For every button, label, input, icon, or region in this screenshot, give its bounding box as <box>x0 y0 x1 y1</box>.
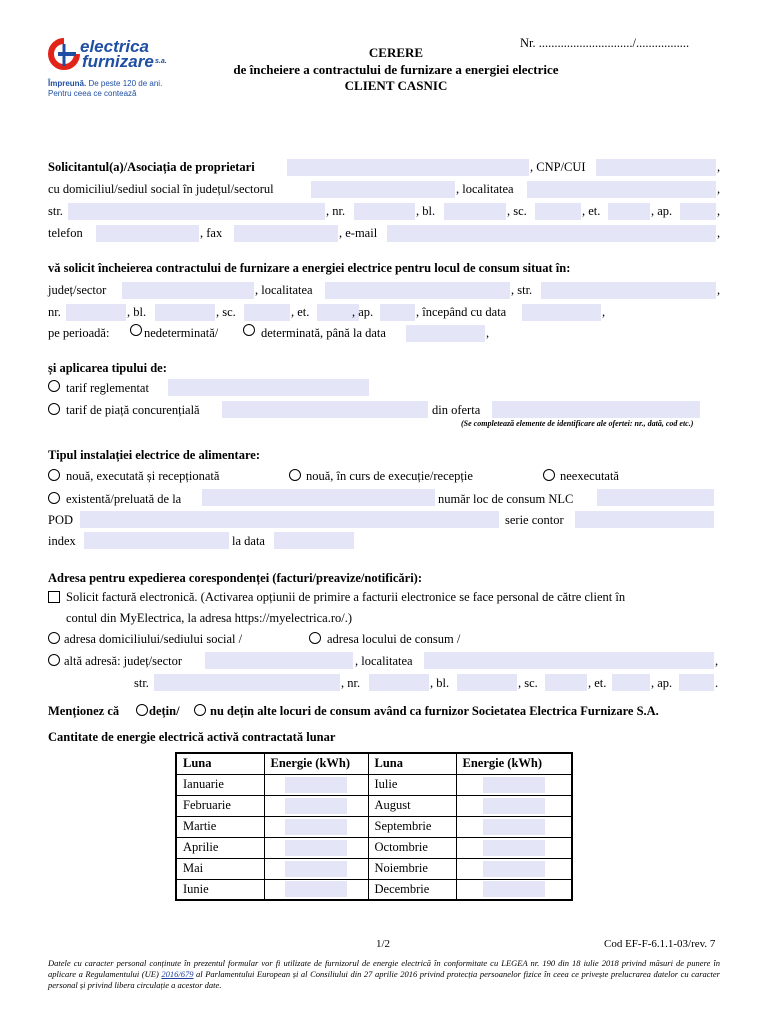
tariff-market-field[interactable] <box>222 401 428 418</box>
index-date-label: la data <box>232 534 265 548</box>
cp-bl-field[interactable] <box>155 304 215 321</box>
et-label: , et. <box>582 204 601 218</box>
installation-heading: Tipul instalației electrice de alimentare: <box>48 448 260 462</box>
month-cell: Aprilie <box>176 837 264 858</box>
month-cell: Septembrie <box>368 816 456 837</box>
pod-label: POD <box>48 513 74 527</box>
table-row <box>176 774 572 795</box>
cp-county-field[interactable] <box>122 282 254 299</box>
month-cell: August <box>368 795 456 816</box>
energy-cell <box>456 879 572 900</box>
tagline-2: Pentru ceea ce contează <box>48 89 137 98</box>
cp-nr-field[interactable] <box>66 304 126 321</box>
cp-nr-label: nr. <box>48 305 61 319</box>
pod-field[interactable] <box>80 511 499 528</box>
installation-existing-radio[interactable] <box>48 492 60 504</box>
energy-input[interactable] <box>483 840 545 856</box>
other-bl-label: , bl. <box>430 676 450 690</box>
other-locality-label: , localitatea <box>355 654 413 668</box>
address-consumption-label: adresa locului de consum / <box>327 632 461 646</box>
gdpr-disclaimer: Datele cu caracter personal conținute în prezentul formular vor fi utilizate de furnizorul de energie electrică în conformitate cu LEGEA nr. 190 din 18 iulie 2018 privind măsuri de punere în aplicare a Regulamentului (UE) 2016/679 al Parlamentului European și al Consiliului din 27 aprilie 2016 privind protecția persoanelor fizice în ceea ce privește prelucrarea datelor cu caracter personal și privind libera circulație a acestor date. <box>48 958 720 990</box>
comma: , <box>486 326 490 340</box>
period-dot: . <box>715 676 719 690</box>
energy-input[interactable] <box>483 819 545 835</box>
energy-input[interactable] <box>285 840 347 856</box>
einvoice-text-2: contul din MyElectrica, la adresa https://myelectrica.ro/.) <box>66 611 353 625</box>
other-county-field[interactable] <box>205 652 353 669</box>
energy-cell <box>264 858 368 879</box>
nr-field[interactable] <box>354 203 415 220</box>
address-domicile-label: adresa domiciliului/sediului social / <box>64 632 243 646</box>
domicile-label: cu domiciliul/sediul social în județul/sectorul <box>48 182 274 196</box>
energy-input[interactable] <box>483 798 545 814</box>
declaration-not-own-radio[interactable] <box>194 704 206 716</box>
nr-label: , nr. <box>326 204 346 218</box>
period-definite-label: determinată, până la data <box>261 326 386 340</box>
comma: , <box>717 283 721 297</box>
cp-locality-field[interactable] <box>325 282 510 299</box>
energy-input[interactable] <box>285 819 347 835</box>
nlc-label: număr loc de consum NLC <box>438 492 574 506</box>
comma: , <box>717 226 721 240</box>
cp-sc-field[interactable] <box>244 304 290 321</box>
installation-new-label: nouă, executată și recepționată <box>66 469 220 483</box>
energy-input[interactable] <box>285 798 347 814</box>
installation-new-radio[interactable] <box>48 469 60 481</box>
col-energy-left: Energie (kWh) <box>264 753 368 774</box>
offer-note: (Se completează elemente de identificare ale ofertei: nr., dată, cod etc.) <box>461 419 694 428</box>
cp-county-label: județ/sector <box>48 283 107 297</box>
tariff-heading: și aplicarea tipului de: <box>48 361 167 375</box>
bl-label: , bl. <box>416 204 436 218</box>
other-et-label: , et. <box>588 676 607 690</box>
col-month-left: Luna <box>176 753 264 774</box>
installation-not-executed-radio[interactable] <box>543 469 555 481</box>
installation-existing-field[interactable] <box>202 489 435 506</box>
month-cell: Mai <box>176 858 264 879</box>
month-cell: Iulie <box>368 774 456 795</box>
cnp-field[interactable] <box>596 159 716 176</box>
cp-bl-label: , bl. <box>127 305 147 319</box>
address-other-label: altă adresă: județ/sector <box>64 654 182 668</box>
energy-cell <box>264 774 368 795</box>
sc-label: , sc. <box>507 204 527 218</box>
energy-cell <box>456 795 572 816</box>
energy-input[interactable] <box>483 777 545 793</box>
tariff-market-radio[interactable] <box>48 403 60 415</box>
other-et-field[interactable] <box>612 674 650 691</box>
domicile-locality-field[interactable] <box>527 181 716 198</box>
correspondence-heading: Adresa pentru expedierea corespondenței (facturi/preavize/notificări): <box>48 571 423 585</box>
email-field[interactable] <box>387 225 716 242</box>
form-subtitle: de încheiere a contractului de furnizare a energiei electrice <box>233 62 559 77</box>
period-definite-radio[interactable] <box>243 324 255 336</box>
client-type: CLIENT CASNIC <box>344 78 448 93</box>
domicile-county-field[interactable] <box>311 181 455 198</box>
cp-et-label: , et. <box>291 305 310 319</box>
month-cell: Ianuarie <box>176 774 264 795</box>
meter-field[interactable] <box>575 511 714 528</box>
other-nr-label: , nr. <box>341 676 361 690</box>
energy-input[interactable] <box>483 861 545 877</box>
energy-input[interactable] <box>285 861 347 877</box>
col-month-right: Luna <box>368 753 456 774</box>
energy-heading: Cantitate de energie electrică activă contractată lunar <box>48 730 336 744</box>
declaration-prefix: Menționez că <box>48 704 120 718</box>
energy-cell <box>264 795 368 816</box>
page-number: 1/2 <box>376 938 391 950</box>
comma: , <box>602 305 606 319</box>
form-title: CERERE <box>368 45 424 60</box>
nlc-field[interactable] <box>597 489 714 506</box>
table-row <box>176 837 572 858</box>
cnp-label: , CNP/CUI <box>530 160 586 174</box>
period-label: pe perioadă: <box>48 326 110 340</box>
installation-in-progress-radio[interactable] <box>289 469 301 481</box>
street-label: str. <box>48 204 63 218</box>
email-label: , e-mail <box>339 226 378 240</box>
address-domicile-radio[interactable] <box>48 632 60 644</box>
phone-field[interactable] <box>96 225 199 242</box>
einvoice-checkbox[interactable] <box>48 591 60 603</box>
installation-in-progress-label: nouă, în curs de execuție/recepție <box>306 469 473 483</box>
regulation-link[interactable]: 2016/679 <box>161 969 194 979</box>
fax-label: , fax <box>200 226 223 240</box>
energy-cell <box>456 816 572 837</box>
fax-field[interactable] <box>234 225 338 242</box>
logo-text-electrica: electrica <box>80 37 149 56</box>
ap-field[interactable] <box>680 203 716 220</box>
bl-field[interactable] <box>444 203 506 220</box>
meter-label: serie contor <box>505 513 564 527</box>
offer-field[interactable] <box>492 401 700 418</box>
other-bl-field[interactable] <box>457 674 517 691</box>
month-cell: Noiembrie <box>368 858 456 879</box>
table-row <box>176 858 572 879</box>
month-cell: Februarie <box>176 795 264 816</box>
energy-cell <box>264 837 368 858</box>
other-locality-field[interactable] <box>424 652 714 669</box>
energy-cell <box>456 837 572 858</box>
locality-label: , localitatea <box>456 182 514 196</box>
energy-cell <box>456 774 572 795</box>
registration-number: Nr. ............................../................. <box>520 36 690 50</box>
cp-start-date-field[interactable] <box>522 304 601 321</box>
energy-input[interactable] <box>285 881 347 897</box>
street-field[interactable] <box>68 203 325 220</box>
month-cell: Iunie <box>176 879 264 900</box>
offer-label: din oferta <box>432 403 481 417</box>
energy-cell <box>264 879 368 900</box>
cp-street-label: , str. <box>511 283 533 297</box>
energy-input[interactable] <box>285 777 347 793</box>
month-cell: Decembrie <box>368 879 456 900</box>
table-row <box>176 879 572 900</box>
comma: , <box>717 182 721 196</box>
address-consumption-radio[interactable] <box>309 632 321 644</box>
energy-cell <box>456 858 572 879</box>
other-street-field[interactable] <box>154 674 340 691</box>
month-cell: Octombrie <box>368 837 456 858</box>
installation-existing-label: existentă/preluată de la <box>66 492 182 506</box>
declaration-not-own-label: nu dețin alte locuri de consum având ca furnizor Societatea Electrica Furnizare S.A. <box>210 704 659 718</box>
index-field[interactable] <box>84 532 229 549</box>
consumption-heading: vă solicit încheierea contractului de furnizare a energiei electrice pentru locul de consum situat în: <box>48 261 571 275</box>
einvoice-text-1: Solicit factură electronică. (Activarea opțiunii de primire a facturii electronice se face personal de către client în <box>66 590 626 604</box>
period-indefinite-label: nedeterminată/ <box>144 326 219 340</box>
comma: , <box>715 654 719 668</box>
tariff-regulated-radio[interactable] <box>48 380 60 392</box>
other-ap-field[interactable] <box>679 674 714 691</box>
energy-input[interactable] <box>483 881 545 897</box>
energy-cell <box>264 816 368 837</box>
table-row <box>176 816 572 837</box>
et-field[interactable] <box>608 203 650 220</box>
phone-label: telefon <box>48 226 83 240</box>
cp-ap-field[interactable] <box>380 304 415 321</box>
cp-ap-label: , ap. <box>352 305 374 319</box>
cp-sc-label: , sc. <box>216 305 236 319</box>
address-other-radio[interactable] <box>48 654 60 666</box>
sc-field[interactable] <box>535 203 581 220</box>
comma: , <box>717 204 721 218</box>
other-street-label: str. <box>134 676 149 690</box>
installation-not-executed-label: neexecutată <box>560 469 619 483</box>
tariff-regulated-field[interactable] <box>168 379 369 396</box>
cp-street-field[interactable] <box>541 282 716 299</box>
period-end-date-field[interactable] <box>406 325 485 342</box>
other-sc-field[interactable] <box>545 674 587 691</box>
applicant-name-field[interactable] <box>287 159 529 176</box>
logo-text-sa: s.a. <box>155 58 167 65</box>
declaration-own-label: dețin/ <box>149 704 180 718</box>
document-code: Cod EF-F-6.1.1-03/rev. 7 <box>604 938 716 950</box>
energy-table <box>175 752 573 901</box>
tariff-regulated-label: tarif reglementat <box>66 381 149 395</box>
logo-text-furnizare: furnizare <box>82 52 154 71</box>
comma: , <box>717 160 721 174</box>
table-row <box>176 795 572 816</box>
other-nr-field[interactable] <box>369 674 429 691</box>
declaration-own-radio[interactable] <box>136 704 148 716</box>
other-sc-label: , sc. <box>518 676 538 690</box>
index-label: index <box>48 534 76 548</box>
tariff-market-label: tarif de piață concurențială <box>66 403 200 417</box>
cp-locality-label: , localitatea <box>255 283 313 297</box>
cp-starting-label: , începând cu data <box>416 305 507 319</box>
period-indefinite-radio[interactable] <box>130 324 142 336</box>
ap-label: , ap. <box>651 204 673 218</box>
tagline-1: Împreună. De peste 120 de ani. <box>48 79 163 88</box>
index-date-field[interactable] <box>274 532 354 549</box>
col-energy-right: Energie (kWh) <box>456 753 572 774</box>
applicant-label: Solicitantul(a)/Asociația de proprietari <box>48 160 255 174</box>
table-header-row <box>176 753 572 774</box>
other-ap-label: , ap. <box>651 676 673 690</box>
month-cell: Martie <box>176 816 264 837</box>
